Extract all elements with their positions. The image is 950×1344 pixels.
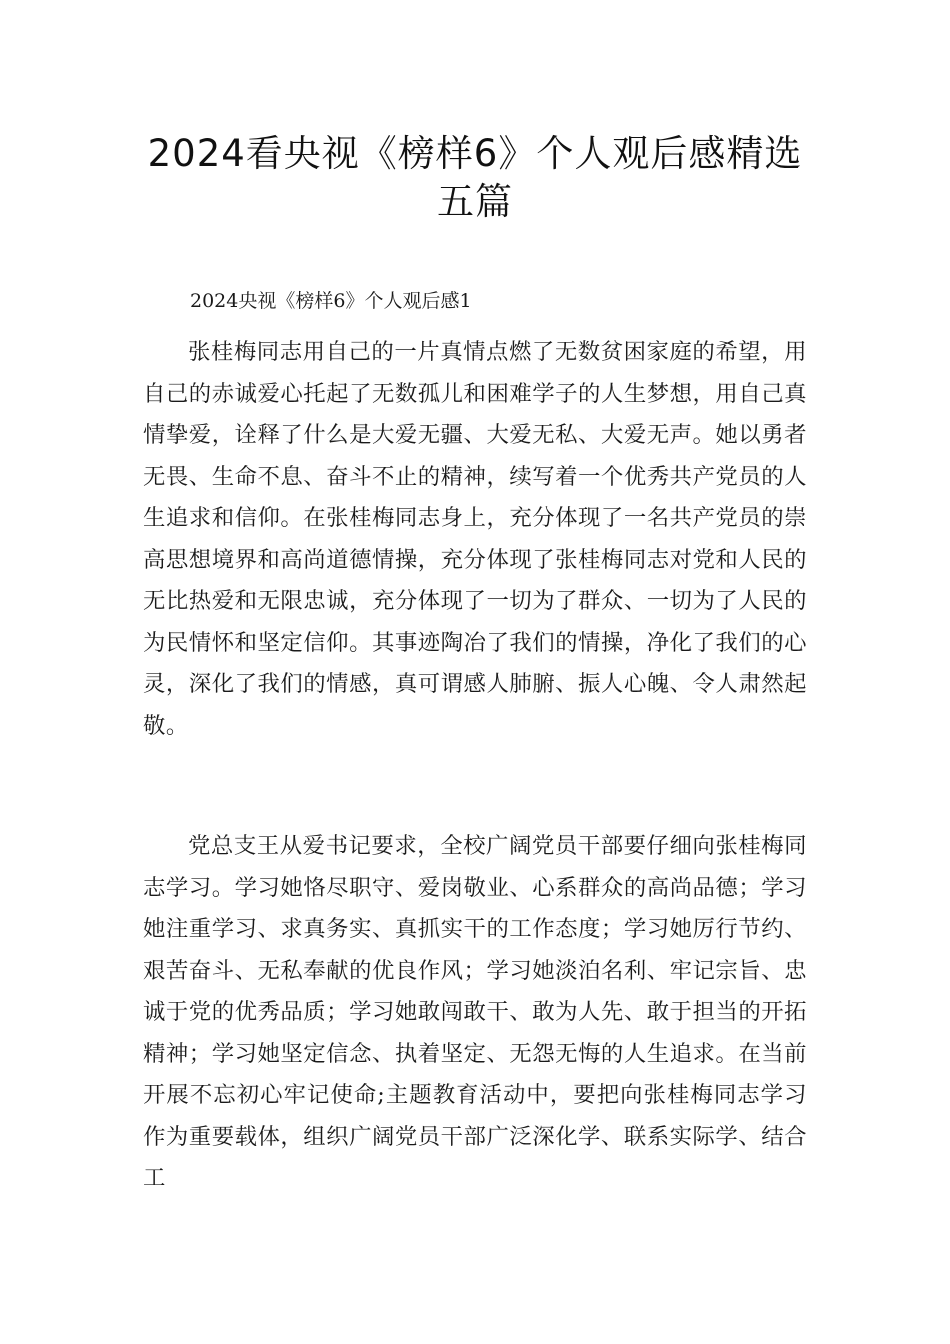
paragraph-1: 张桂梅同志用自己的一片真情点燃了无数贫困家庭的希望，用自己的赤诚爱心托起了无数孤儿和困难学子的人生梦想，用自己真情挚爱，诠释了什么是大爱无疆、大爱无私、大爱无声。她以勇者无畏、生命不息、奋斗不止的精神，续写着一个优秀共产党员的人生追求和信仰。在张桂梅同志身上，充分体现了一名共产党员的崇高思想境界和高尚道德情操，充分体现了张桂梅同志对党和人民的无比热爱和无限忠诚，充分体现了一切为了群众、一切为了人民的为民情怀和坚定信仰。其事迹陶冶了我们的情操，净化了我们的心灵，深化了我们的情感，真可谓感人肺腑、振人心魄、令人肃然起敬。 xyxy=(143,339,807,739)
document-title xyxy=(100,130,850,226)
title-line-1: 2024看央视《榜样6》个人观后感精选 xyxy=(147,132,803,175)
section-heading: 2024央视《榜样6》个人观后感1 xyxy=(190,290,472,312)
title-line-2: 五篇 xyxy=(437,180,513,223)
paragraph-2: 党总支王从爱书记要求，全校广阔党员干部要仔细向张桂梅同志学习。学习她恪尽职守、爱岗敬业、心系群众的高尚品德；学习她注重学习、求真务实、真抓实干的工作态度；学习她厉行节约、艰苦奋斗、无私奉献的优良作风；学习她淡泊名利、牢记宗旨、忠诚于党的优秀品质；学习她敢闯敢干、敢为人先、敢于担当的开拓精神；学习她坚定信念、执着坚定、无怨无悔的人生追求。在当前开展不忘初心牢记使命;主题教育活动中，要把向张桂梅同志学习作为重要载体，组织广阔党员干部广泛深化学、联系实际学、结合工 xyxy=(143,833,807,1191)
